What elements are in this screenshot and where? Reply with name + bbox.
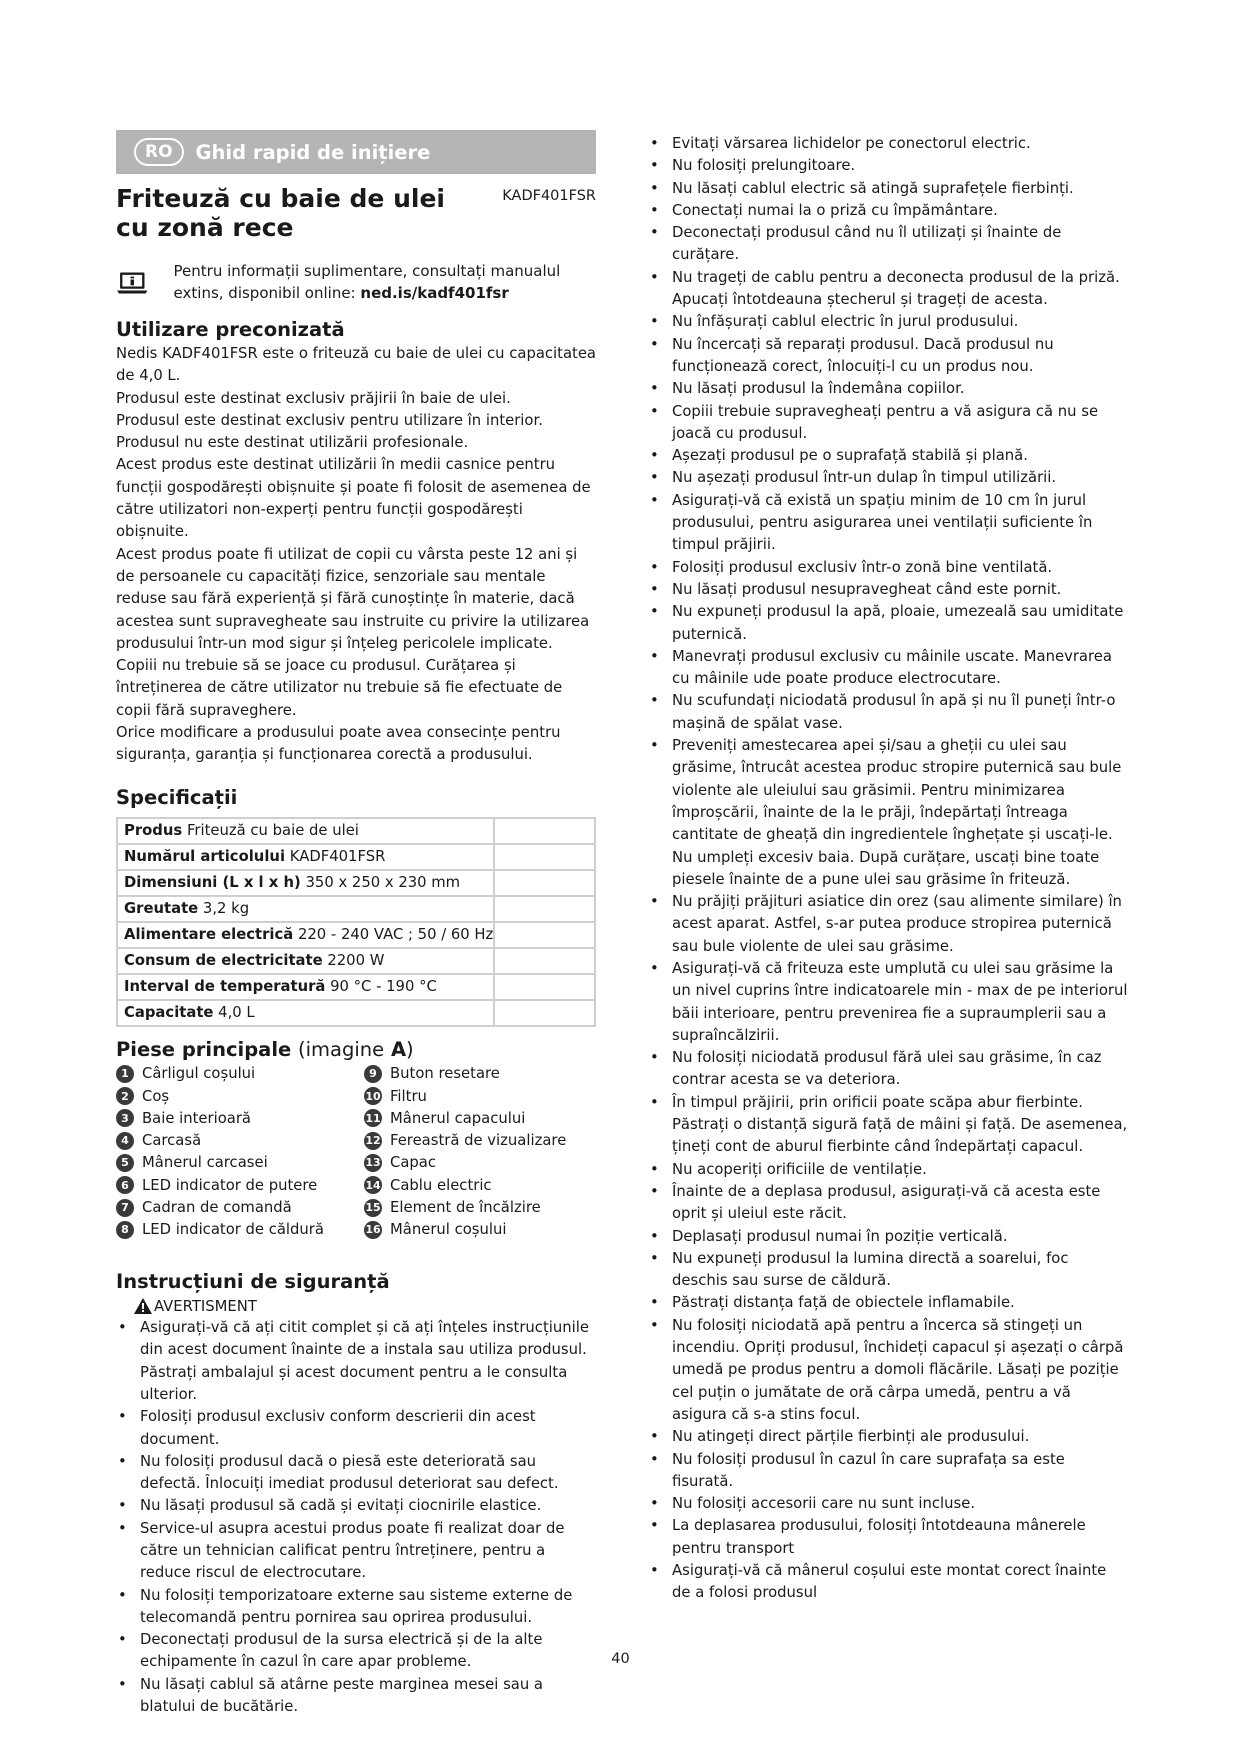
safety-item: • Nu folosiți niciodată produsul fără ulei sau grăsime, în caz contrar acesta se va deteriora. bbox=[648, 1047, 1128, 1092]
main-parts-heading-text: Piese principale bbox=[116, 1037, 292, 1061]
part-number-badge: 2 bbox=[116, 1087, 134, 1105]
safety-item: • Deconectați produsul de la sursa electrică și de la alte echipamente în cazul în care apar probleme. bbox=[116, 1629, 596, 1674]
safety-item: • Folosiți produsul exclusiv într-o zonă bine ventilată. bbox=[648, 557, 1128, 579]
spec-row bbox=[117, 870, 595, 896]
part-label: Coș bbox=[142, 1087, 170, 1105]
safety-item: • Nu trageți de cablu pentru a deconecta produsul de la priză. Apucați întotdeauna ștecherul și trageți de acesta. bbox=[648, 267, 1128, 312]
spec-value: 350 x 250 x 230 mm bbox=[305, 874, 461, 892]
part-number-badge: 3 bbox=[116, 1109, 134, 1127]
part-number-badge: 16 bbox=[364, 1221, 382, 1239]
safety-item: • Manevrați produsul exclusiv cu mâinile uscate. Manevrarea cu mâinile ude poate produce electrocutare. bbox=[648, 646, 1128, 691]
spec-label: Numărul articolului bbox=[124, 848, 286, 866]
part-label: Buton resetare bbox=[390, 1065, 500, 1083]
spec-empty-cell bbox=[494, 844, 595, 870]
info-row bbox=[116, 260, 596, 304]
spec-empty-cell bbox=[494, 896, 595, 922]
safety-item: • Nu încercați să reparați produsul. Dacă produsul nu funcționează corect, înlocuiți-l cu un produs nou. bbox=[648, 334, 1128, 379]
part-number-badge: 7 bbox=[116, 1199, 134, 1217]
part-label: Filtru bbox=[390, 1087, 427, 1105]
spec-cell bbox=[117, 974, 494, 1000]
left-column bbox=[116, 130, 596, 1718]
safety-item: • Așezați produsul pe o suprafață stabilă și plană. bbox=[648, 445, 1128, 467]
safety-item: • Deplasați produsul numai în poziție verticală. bbox=[648, 1226, 1128, 1248]
spec-cell bbox=[117, 818, 494, 844]
part-number-badge: 8 bbox=[116, 1221, 134, 1239]
intended-use-paragraph: Produsul este destinat exclusiv pentru utilizare în interior. bbox=[116, 411, 543, 429]
part-item bbox=[364, 1196, 596, 1218]
language-badge: RO bbox=[134, 138, 184, 166]
safety-item: • Înainte de a deplasa produsul, asigurați-vă că acesta este oprit și uleiul este răcit. bbox=[648, 1181, 1128, 1226]
intended-use-paragraph: Produsul este destinat exclusiv prăjirii în baie de ulei. bbox=[116, 389, 511, 407]
spec-row bbox=[117, 948, 595, 974]
specifications-table bbox=[116, 817, 596, 1027]
spec-empty-cell bbox=[494, 1000, 595, 1026]
part-item bbox=[116, 1107, 364, 1129]
part-label: Baie interioară bbox=[142, 1109, 251, 1127]
intended-use-paragraph: Orice modificare a produsului poate avea consecințe pentru siguranța, garanția și funcționarea corectă a produsului. bbox=[116, 724, 561, 764]
safety-item: • Nu lăsați produsul nesupravegheat când este pornit. bbox=[648, 579, 1128, 601]
safety-item: • Nu așezați produsul într-un dulap în timpul utilizării. bbox=[648, 467, 1128, 489]
online-manual-link[interactable]: ned.is/kadf401fsr bbox=[360, 284, 509, 302]
spec-cell bbox=[117, 1000, 494, 1026]
safety-item: • Asigurați-vă că mânerul coșului este montat corect înainte de a folosi produsul bbox=[648, 1560, 1128, 1605]
part-number-badge: 9 bbox=[364, 1065, 382, 1083]
safety-item: • La deplasarea produsului, folosiți întotdeauna mânerele pentru transport bbox=[648, 1515, 1128, 1560]
spec-label: Greutate bbox=[124, 900, 199, 918]
safety-item: • Nu folosiți accesorii care nu sunt incluse. bbox=[648, 1493, 1128, 1515]
spec-cell bbox=[117, 844, 494, 870]
intended-use-heading: Utilizare preconizată bbox=[116, 318, 345, 341]
part-number-badge: 6 bbox=[116, 1176, 134, 1194]
spec-cell bbox=[117, 948, 494, 974]
part-label: LED indicator de căldură bbox=[142, 1221, 324, 1239]
part-item bbox=[364, 1130, 596, 1152]
intended-use-paragraph: Acest produs poate fi utilizat de copii cu vârsta peste 12 ani și de persoanele cu capacități fizice, senzoriale sau mentale reduse sau fără experiență și fără cunoștințe în materie, dacă acestea sunt supravegheate sau instruite cu privire la utilizarea produsului într-un mod sigur și înțeleg pericolele implicate. Copiii nu trebuie să se joace cu produsul. Curățarea și întreținerea de către utilizator nu trebuie să fie efectuate de copii fără supraveghere. bbox=[116, 545, 590, 719]
part-number-badge: 13 bbox=[364, 1154, 382, 1172]
spec-cell bbox=[117, 870, 494, 896]
safety-item: • Nu expuneți produsul la apă, ploaie, umezeală sau umiditate puternică. bbox=[648, 601, 1128, 646]
spec-value: 220 - 240 VAC ; 50 / 60 Hz bbox=[297, 926, 494, 944]
part-label: Mânerul capacului bbox=[390, 1109, 526, 1127]
warning-label: AVERTISMENT bbox=[154, 1297, 257, 1315]
product-title: Friteuză cu baie de ulei cu zonă rece bbox=[116, 184, 445, 242]
title-row bbox=[116, 184, 596, 246]
part-label: Cadran de comandă bbox=[142, 1199, 292, 1217]
spec-row bbox=[117, 818, 595, 844]
part-number-badge: 10 bbox=[364, 1087, 382, 1105]
spec-label: Alimentare electrică bbox=[124, 926, 294, 944]
part-number-badge: 14 bbox=[364, 1176, 382, 1194]
safety-item: • Conectați numai la o priză cu împământare. bbox=[648, 200, 1128, 222]
spec-value: KADF401FSR bbox=[289, 848, 386, 866]
warning-icon bbox=[134, 1298, 152, 1314]
safety-item: • Nu folosiți temporizatoare externe sau sisteme externe de telecomandă pentru pornirea sau oprirea produsului. bbox=[116, 1585, 596, 1630]
spec-label: Produs bbox=[124, 822, 183, 840]
safety-item: • Nu prăjiți prăjituri asiatice din orez (sau alimente similare) în acest aparat. Astfel, s-ar putea produce stropirea puternică sau bule violente de ulei sau grăsime. bbox=[648, 891, 1128, 958]
part-item bbox=[364, 1174, 596, 1196]
safety-item: • În timpul prăjirii, prin orificii poate scăpa abur fierbinte. Păstrați o distanță sigură față de mâini și față. De asemenea, țineți cont de aburul fierbinte când îndepărtați capacul. bbox=[648, 1092, 1128, 1159]
intended-use-section bbox=[116, 317, 596, 767]
spec-label: Dimensiuni (L x l x h) bbox=[124, 874, 301, 892]
part-item bbox=[364, 1219, 596, 1241]
part-label: LED indicator de putere bbox=[142, 1176, 318, 1194]
safety-heading: Instrucțiuni de siguranță bbox=[116, 1270, 390, 1294]
part-label: Element de încălzire bbox=[390, 1199, 541, 1217]
safety-item: • Nu lăsați cablul electric să atingă suprafețele fierbinți. bbox=[648, 178, 1128, 200]
spec-value: 3,2 kg bbox=[202, 900, 250, 918]
spec-cell bbox=[117, 896, 494, 922]
spec-empty-cell bbox=[494, 870, 595, 896]
part-number-badge: 1 bbox=[116, 1065, 134, 1083]
main-parts-section bbox=[116, 1037, 596, 1241]
part-item bbox=[116, 1085, 364, 1107]
part-item bbox=[116, 1152, 364, 1174]
safety-item: • Service-ul asupra acestui produs poate fi realizat doar de către un tehnician calificat pentru întreținere, pentru a reduce riscul de electrocutare. bbox=[116, 1518, 596, 1585]
safety-item: • Nu folosiți niciodată apă pentru a încerca să stingeți un incendiu. Opriți produsul, închideți capacul și așezați o cârpă umedă pe produs pentru a domoli flăcările. Lăsați pe poziție cel puțin o jumătate de oră cârpa umedă, pentru a vă asigura că s-a stins focul. bbox=[648, 1315, 1128, 1426]
part-item bbox=[116, 1219, 364, 1241]
specifications-heading: Specificații bbox=[116, 785, 238, 809]
intended-use-paragraph: Nedis KADF401FSR este o friteuză cu baie de ulei cu capacitatea de 4,0 L. bbox=[116, 345, 597, 385]
part-number-badge: 5 bbox=[116, 1154, 134, 1172]
part-label: Fereastră de vizualizare bbox=[390, 1132, 567, 1150]
safety-list-right bbox=[648, 133, 1128, 1605]
part-number-badge: 12 bbox=[364, 1132, 382, 1150]
safety-item: • Nu folosiți produsul în cazul în care suprafața sa este fisurată. bbox=[648, 1449, 1128, 1494]
part-item bbox=[116, 1174, 364, 1196]
spec-empty-cell bbox=[494, 818, 595, 844]
part-item bbox=[116, 1196, 364, 1218]
part-item bbox=[364, 1152, 596, 1174]
main-parts-heading-close: ) bbox=[406, 1037, 414, 1061]
specifications-section bbox=[116, 785, 596, 1027]
intended-use-paragraph: Acest produs este destinat utilizării în medii casnice pentru funcții gospodărești obișnuite și poate fi folosit de asemenea de către utilizatori non-experți pentru funcții gospodărești obișnuite. bbox=[116, 456, 591, 541]
spec-cell bbox=[117, 922, 494, 948]
safety-item: • Nu folosiți produsul dacă o piesă este deteriorată sau defectă. Înlocuiți imediat produsul deteriorat sau defect. bbox=[116, 1451, 596, 1496]
spec-label: Capacitate bbox=[124, 1004, 214, 1022]
safety-item: • Nu acoperiți orificiile de ventilație. bbox=[648, 1159, 1128, 1181]
safety-item: • Nu scufundați niciodată produsul în apă și nu îl puneți într-o mașină de spălat vase. bbox=[648, 690, 1128, 735]
spec-empty-cell bbox=[494, 974, 595, 1000]
part-number-badge: 11 bbox=[364, 1109, 382, 1127]
safety-item: • Asigurați-vă că friteuza este umplută cu ulei sau grăsime la un nivel cuprins între indicatoarele min - max de pe interiorul băii interioare, pentru prevenirea fie a supraumplerii sau a supraîncălzirii. bbox=[648, 958, 1128, 1047]
spec-value: 2200 W bbox=[327, 952, 385, 970]
safety-item: • Asigurați-vă că ați citit complet și că ați înțeles instrucțiunile din acest document înainte de a instala sau utiliza produsul. Păstrați ambalajul și acest document pentru a le consulta ulterior. bbox=[116, 1317, 596, 1406]
spec-row bbox=[117, 974, 595, 1000]
part-number-badge: 15 bbox=[364, 1199, 382, 1217]
header-banner bbox=[116, 130, 596, 174]
model-code: KADF401FSR bbox=[502, 188, 596, 204]
safety-item: • Păstrați distanța față de obiectele inflamabile. bbox=[648, 1292, 1128, 1314]
safety-item: • Nu lăsați cablul să atârne peste marginea mesei sau a blatului de bucătărie. bbox=[116, 1674, 596, 1719]
safety-item: • Nu lăsați produsul la îndemâna copiilor. bbox=[648, 378, 1128, 400]
part-label: Carcasă bbox=[142, 1132, 202, 1150]
safety-item: • Nu atingeți direct părțile fierbinți ale produsului. bbox=[648, 1426, 1128, 1448]
spec-empty-cell bbox=[494, 922, 595, 948]
spec-row bbox=[117, 896, 595, 922]
banner-title: Ghid rapid de inițiere bbox=[195, 140, 431, 164]
part-number-badge: 4 bbox=[116, 1132, 134, 1150]
safety-item: • Nu înfășurați cablul electric în jurul produsului. bbox=[648, 311, 1128, 333]
spec-label: Consum de electricitate bbox=[124, 952, 323, 970]
part-label: Capac bbox=[390, 1154, 436, 1172]
main-parts-heading bbox=[116, 1037, 596, 1063]
spec-row bbox=[117, 922, 595, 948]
spec-label: Interval de temperatură bbox=[124, 978, 326, 996]
safety-item: • Nu lăsați produsul să cadă și evitați ciocnirile elastice. bbox=[116, 1495, 596, 1517]
main-parts-image-ref: A bbox=[390, 1037, 407, 1061]
warning-row bbox=[134, 1295, 596, 1317]
part-label: Mânerul coșului bbox=[390, 1221, 507, 1239]
spec-value: Friteuză cu baie de ulei bbox=[186, 822, 359, 840]
info-description: Pentru informații suplimentare, consultați manualul extins, disponibil online: bbox=[173, 262, 561, 302]
laptop-info-icon bbox=[116, 263, 149, 303]
safety-item: • Copiii trebuie supravegheați pentru a vă asigura că nu se joacă cu produsul. bbox=[648, 401, 1128, 446]
page-number: 40 bbox=[611, 1651, 630, 1667]
part-label: Cablu electric bbox=[390, 1176, 492, 1194]
part-item bbox=[364, 1085, 596, 1107]
spec-empty-cell bbox=[494, 948, 595, 974]
main-parts-image-label: (imagine bbox=[298, 1037, 385, 1061]
safety-item: • Nu folosiți prelungitoare. bbox=[648, 155, 1128, 177]
intended-use-paragraph: Produsul nu este destinat utilizării profesionale. bbox=[116, 434, 469, 452]
part-item bbox=[364, 1107, 596, 1129]
parts-list bbox=[116, 1063, 596, 1241]
spec-value: 90 °C - 190 °C bbox=[330, 978, 437, 996]
part-label: Mânerul carcasei bbox=[142, 1154, 268, 1172]
part-item bbox=[364, 1063, 596, 1085]
part-label: Cârligul coșului bbox=[142, 1065, 256, 1083]
spec-row bbox=[117, 1000, 595, 1026]
right-column bbox=[648, 133, 1128, 1605]
safety-item: • Deconectați produsul când nu îl utilizați și înainte de curățare. bbox=[648, 222, 1128, 267]
part-item bbox=[116, 1130, 364, 1152]
safety-item: • Nu expuneți produsul la lumina directă a soarelui, foc deschis sau surse de căldură. bbox=[648, 1248, 1128, 1293]
spec-row bbox=[117, 844, 595, 870]
spec-value: 4,0 L bbox=[218, 1004, 255, 1022]
safety-item: • Asigurați-vă că există un spațiu minim de 10 cm în jurul produsului, pentru asigurarea unei ventilații suficiente în timpul prăjirii. bbox=[648, 490, 1128, 557]
safety-item: • Evitați vărsarea lichidelor pe conectorul electric. bbox=[648, 133, 1128, 155]
part-item bbox=[116, 1063, 364, 1085]
safety-item: • Folosiți produsul exclusiv conform descrierii din acest document. bbox=[116, 1406, 596, 1451]
intended-use-body bbox=[116, 343, 596, 767]
safety-item: • Preveniți amestecarea apei și/sau a gheții cu ulei sau grăsime, întrucât acestea produc stropire puternică sau bule violente ale uleiului sau grăsimii. Pentru minimizarea împroșcării, înainte de la le prăji, îndepărtați întreaga cantitate de gheață din ingredientele înghețate și uscați-le. Nu umpleți excesiv baia. După curățare, uscați bine toate piesele înainte de a pune ulei sau grăsime în friteuză. bbox=[648, 735, 1128, 891]
info-text bbox=[174, 260, 596, 304]
